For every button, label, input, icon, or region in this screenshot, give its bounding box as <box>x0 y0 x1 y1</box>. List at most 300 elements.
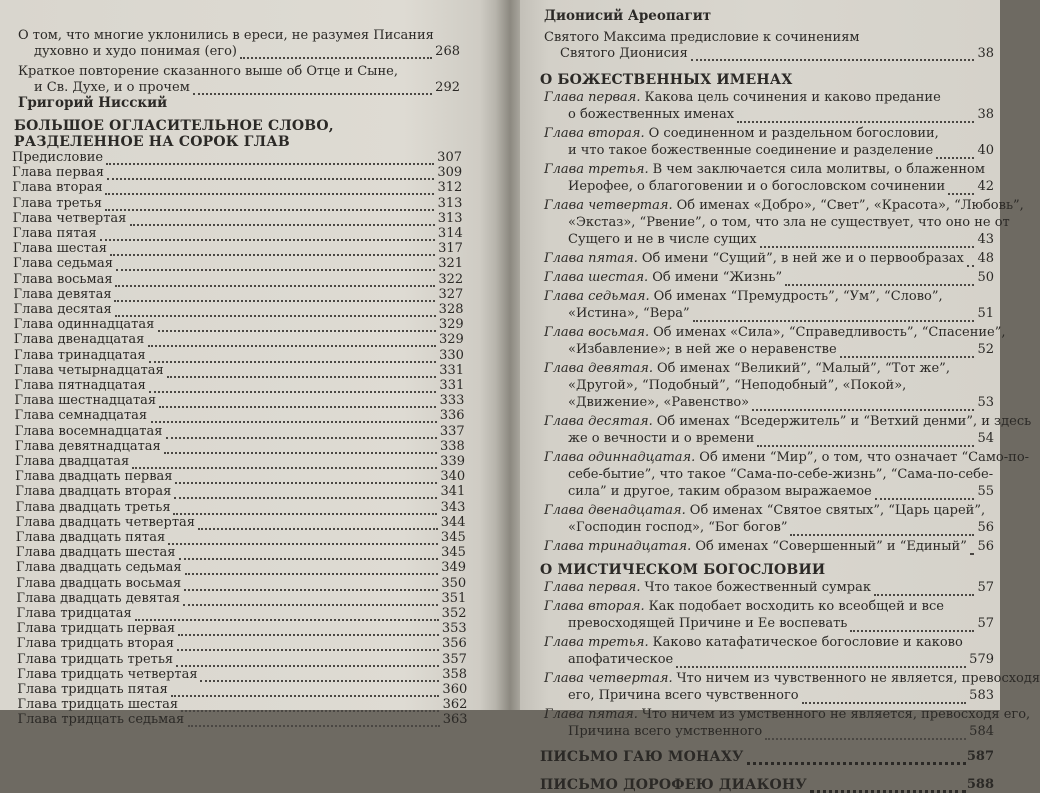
page-number: 349 <box>441 560 467 576</box>
chapter-label: Предисловие <box>12 150 104 165</box>
chapter-title-text: Об именах «Добро», “Свет”, «Красота», “Любовь”, <box>676 198 1024 213</box>
page-number: 352 <box>441 606 467 621</box>
chapter-label: Глава седьмая <box>13 256 113 272</box>
toc-entry <box>13 272 463 288</box>
toc-entry <box>13 241 463 257</box>
dot-leader <box>185 569 438 575</box>
page-number: 313 <box>437 195 463 211</box>
page-number: 330 <box>439 347 464 363</box>
toc-entry-line: «Экстаз», “Рвение”, о том, что зла не существует, что оно не от <box>568 215 1010 230</box>
toc-entry <box>17 621 467 637</box>
chapter-label: Глава вторая. <box>544 126 645 141</box>
toc-entry-line: Иерофее, о благоговении и о богословском сочинении <box>568 179 946 194</box>
chapter-label: Глава двадцать вторая <box>15 484 172 500</box>
dot-leader <box>676 662 966 668</box>
dot-leader <box>181 706 439 712</box>
dot-leader <box>130 220 435 226</box>
dot-leader <box>850 626 974 632</box>
dot-leader <box>200 676 439 682</box>
chapter-title-text: Об именах «Сила», “Справедливость”, “Спасение”, <box>653 325 1006 340</box>
toc-entry <box>14 378 464 394</box>
toc-entry <box>15 408 465 424</box>
toc-entry-line: себе-бытие”, что такое “Сама-по-себе-жизнь”, “Сама-по-себе- <box>568 467 994 482</box>
chapter-title-text: Об именах “Совершенный” и “Единый” <box>695 539 967 554</box>
dot-leader <box>149 357 436 363</box>
dot-leader <box>874 590 974 596</box>
dot-leader <box>100 235 435 241</box>
chapter-label: Глава пятнадцатая <box>14 378 146 393</box>
toc-entry-line: «Движение», «Равенство» <box>568 395 750 410</box>
dot-leader <box>691 55 974 61</box>
page-number: 53 <box>977 395 994 410</box>
dot-leader <box>116 265 435 271</box>
dot-leader <box>757 441 974 447</box>
page-number: 345 <box>440 530 466 545</box>
page-number: 340 <box>440 469 466 485</box>
chapter-label: Глава пятая. <box>544 707 638 722</box>
page-number: 321 <box>438 256 464 272</box>
section-title: О МИСТИЧЕСКОМ БОГОСЛОВИИ <box>540 562 826 578</box>
toc-entry <box>15 454 465 470</box>
dot-leader <box>106 159 434 165</box>
toc-entry-line <box>544 450 1029 466</box>
chapter-label: Глава тридцать первая <box>16 621 176 637</box>
dot-leader <box>936 153 974 159</box>
toc-entry-line: Святого Максима предисловие к сочинениям <box>544 30 860 45</box>
chapter-label: Глава тридцать четвертая <box>17 666 198 682</box>
chapter-label: Глава двадцать шестая <box>15 545 176 561</box>
page-number: 344 <box>440 514 466 530</box>
dot-leader <box>173 509 437 515</box>
toc-entry-line <box>544 251 964 267</box>
dot-leader <box>184 585 438 591</box>
page-number: 584 <box>969 724 994 739</box>
page-number: 54 <box>977 431 994 446</box>
dot-leader <box>171 691 439 697</box>
chapter-label: Глава двенадцатая. <box>544 503 686 518</box>
toc-entry-line: и Св. Духе, и о прочем <box>34 80 190 95</box>
page-number: 40 <box>977 143 994 158</box>
left-page <box>0 0 505 728</box>
chapter-label: Глава двадцать четвертая <box>15 514 195 530</box>
chapter-label: Глава первая <box>12 165 104 181</box>
page-number: 329 <box>438 317 464 333</box>
toc-entry <box>13 287 463 303</box>
chapter-label: Глава десятая. <box>544 414 653 429</box>
page-number: 57 <box>977 580 994 595</box>
toc-entry <box>14 332 464 348</box>
toc-entry <box>14 317 464 333</box>
toc-entry <box>544 671 1040 705</box>
dot-leader <box>737 117 974 123</box>
toc-entry-line <box>544 599 944 615</box>
toc-entry <box>17 667 467 683</box>
page-number: 43 <box>977 232 994 247</box>
chapter-title-text: Об именах “Великий”, “Малый”, “Тот же”, <box>657 361 950 376</box>
chapter-label: Глава тридцать вторая <box>16 636 174 652</box>
dot-leader <box>178 630 439 636</box>
toc-entry-line: «Господин господ», “Бог богов” <box>568 520 788 535</box>
work-title: РАЗДЕЛЕННОЕ НА СОРОК ГЛАВ <box>14 134 290 150</box>
chapter-label: Глава одиннадцатая. <box>544 450 696 465</box>
toc-entry-line <box>544 503 985 519</box>
page-number: 38 <box>977 107 994 122</box>
toc-entry-line <box>544 198 1024 214</box>
toc-entry-line: «Избавление»; в ней же о неравенстве <box>568 342 837 357</box>
dot-leader <box>132 463 437 469</box>
toc-entry <box>18 28 460 60</box>
toc-entry <box>17 697 467 713</box>
toc-entry-line <box>544 270 782 286</box>
page-number: 313 <box>437 210 463 226</box>
dot-leader <box>198 524 438 530</box>
letter-title: ПИСЬМО ГАЮ МОНАХУ <box>540 749 744 765</box>
toc-entry-line: Святого Дионисия <box>560 46 688 61</box>
toc-entry <box>16 530 466 546</box>
toc-entry <box>14 348 464 364</box>
work-title: БОЛЬШОЕ ОГЛАСИТЕЛЬНОЕ СЛОВО, <box>14 118 334 134</box>
page-number: 55 <box>977 484 994 499</box>
dot-leader <box>148 341 436 347</box>
dot-leader <box>747 758 966 765</box>
dot-leader <box>149 387 436 393</box>
toc-entry <box>15 469 465 485</box>
toc-entry-line <box>544 580 871 596</box>
toc-entry <box>544 30 994 62</box>
dot-leader <box>166 433 437 439</box>
page-number: 312 <box>437 180 463 196</box>
toc-entry <box>544 126 994 160</box>
chapter-title-text: Об имени “Жизнь” <box>652 270 783 285</box>
page-number: 350 <box>441 575 467 591</box>
chapter-title-text: Каково катафатическое богословие и каково <box>652 635 963 650</box>
toc-entry <box>16 545 466 561</box>
toc-entry-line <box>544 289 943 305</box>
page-number: 356 <box>441 636 467 652</box>
page-number: 51 <box>977 306 994 321</box>
chapter-label: Глава вторая <box>12 180 103 196</box>
chapter-title-text: Об имени “Мир”, о том, что означает “Само-по- <box>699 450 1030 465</box>
page-number: 57 <box>977 616 994 631</box>
dot-leader <box>765 734 966 740</box>
page-number: 328 <box>438 302 464 317</box>
toc-entry <box>15 500 465 516</box>
toc-entry <box>544 599 994 633</box>
chapter-title-text: Об имени “Сущий”, в ней же и о первообразах <box>641 251 964 266</box>
dot-leader <box>970 549 974 555</box>
page-number: 362 <box>442 697 468 713</box>
chapter-label: Глава первая. <box>544 90 641 105</box>
toc-entry <box>15 484 465 500</box>
page-number: 42 <box>977 179 994 194</box>
toc-entry <box>17 682 467 698</box>
chapter-label: Глава тринадцатая <box>13 347 146 363</box>
toc-entry <box>544 361 994 412</box>
toc-entry <box>15 424 465 440</box>
page-number: 345 <box>441 545 466 561</box>
chapter-label: Глава двадцать первая <box>15 469 173 485</box>
page-number: 579 <box>969 652 994 667</box>
letter-entry <box>540 749 994 765</box>
chapter-label: Глава восьмая. <box>544 325 650 340</box>
page-number: 333 <box>439 393 465 409</box>
chapter-label: Глава тридцать седьмая <box>17 712 185 728</box>
page-number: 587 <box>966 749 994 764</box>
toc-entry-line: его, Причина всего чувственного <box>568 688 799 703</box>
toc-entry-line <box>544 635 963 651</box>
toc-entry <box>18 712 468 728</box>
toc-entry <box>544 414 1032 448</box>
toc-entry <box>544 450 1030 501</box>
dot-leader <box>967 261 974 267</box>
chapter-title-text: В чем заключается сила молитвы, о блаженном <box>652 162 985 177</box>
page-number: 357 <box>442 651 467 667</box>
page-number: 583 <box>969 688 994 703</box>
chapter-title-text: Об именах “Вседержитель” и “Ветхий денми”, и здесь <box>656 414 1032 429</box>
toc-entry-line: «Истина», “Вера” <box>568 306 690 321</box>
dot-leader <box>114 296 435 302</box>
chapter-label: Глава шестнадцатая <box>14 393 157 409</box>
section-title: О БОЖЕСТВЕННЫХ ИМЕНАХ <box>540 72 793 88</box>
page-number: 307 <box>437 150 462 165</box>
page-number: 52 <box>977 342 994 357</box>
chapter-label: Глава третья <box>12 195 102 211</box>
toc-entry <box>544 325 1006 359</box>
chapter-label: Глава третья. <box>544 635 649 650</box>
page-number: 327 <box>438 286 464 302</box>
chapter-label: Глава вторая. <box>544 599 645 614</box>
page-number: 337 <box>439 423 465 439</box>
chapter-label: Глава двадцатая <box>15 454 130 469</box>
page-number: 341 <box>440 484 466 500</box>
chapter-title-text: Об именах “Премудрость”, “Ум”, “Слово”, <box>653 289 943 304</box>
page-number: 351 <box>441 590 467 606</box>
chapter-label: Глава двадцать третья <box>15 499 171 515</box>
chapter-label: Глава тринадцатая. <box>544 539 692 554</box>
page-number: 338 <box>440 438 465 454</box>
chapter-label: Глава первая. <box>544 580 641 595</box>
dot-leader <box>693 316 974 322</box>
chapter-label: Глава пятая. <box>544 251 638 266</box>
page-number: 343 <box>440 499 466 515</box>
letter-entry <box>540 777 994 793</box>
dot-leader <box>115 311 436 317</box>
dot-leader <box>167 372 436 378</box>
toc-entry-line <box>544 707 1030 723</box>
toc-entry <box>15 439 465 455</box>
chapter-label: Глава двадцать пятая <box>15 530 166 545</box>
page-number: 329 <box>438 332 464 348</box>
chapter-label: Глава девятая. <box>544 361 654 376</box>
dot-leader <box>752 405 974 411</box>
dot-leader <box>193 89 432 95</box>
chapter-title-text: Что такое божественный сумрак <box>644 580 871 595</box>
toc-entry <box>544 707 1031 741</box>
dot-leader <box>168 539 438 545</box>
toc-entry-line: сила” и другое, таким образом выражаемое <box>568 484 872 499</box>
toc-entry-line: О том, что многие уклонились в ереси, не разумея Писания <box>18 28 434 43</box>
toc-entry-line <box>544 90 941 106</box>
dot-leader <box>174 493 437 499</box>
dot-leader <box>840 352 974 358</box>
page-number: 336 <box>439 408 465 424</box>
toc-entry <box>14 302 464 318</box>
page-number: 360 <box>442 682 468 697</box>
page-number: 322 <box>438 271 464 287</box>
right-page <box>520 0 1040 793</box>
toc-entry-line <box>544 126 939 142</box>
page-number: 339 <box>440 454 465 469</box>
page-number: 38 <box>977 46 994 61</box>
toc-entry <box>13 226 463 242</box>
chapter-label: Глава одиннадцатая <box>13 317 155 333</box>
dot-leader <box>188 721 440 727</box>
toc-entry-line <box>544 414 1031 430</box>
page-number: 358 <box>442 666 468 682</box>
dot-leader <box>105 189 434 195</box>
toc-entry-line <box>544 539 967 555</box>
page-number: 56 <box>977 539 994 554</box>
dot-leader <box>151 417 437 423</box>
chapter-label: Глава десятая <box>13 302 112 317</box>
toc-entry <box>12 196 462 212</box>
chapter-title-text: Что ничем из умственного не является, превосходя его, <box>641 707 1031 722</box>
chapter-label: Глава девятнадцатая <box>14 438 161 454</box>
toc-entry-line <box>544 162 985 178</box>
page-number: 48 <box>977 251 994 266</box>
page-number: 363 <box>442 712 468 728</box>
page-number: 309 <box>437 165 463 181</box>
toc-entry-line: «Другой», “Подобный”, “Неподобный”, «Покой», <box>568 378 907 393</box>
author-name: Дионисий Ареопагит <box>544 8 712 24</box>
toc-entry <box>16 591 466 607</box>
toc-entry <box>17 636 467 652</box>
dot-leader <box>785 280 974 286</box>
dot-leader <box>105 205 434 211</box>
toc-entry <box>544 251 994 268</box>
chapter-title-text: Что ничем из чувственного не является, превосходя <box>676 671 1040 686</box>
chapter-title-text: Какова цель сочинения и каково предание <box>644 90 941 105</box>
chapter-label: Глава тридцать пятая <box>17 682 168 697</box>
chapter-label: Глава шестая <box>12 241 107 257</box>
page-number: 292 <box>435 80 460 95</box>
toc-entry <box>12 150 462 166</box>
toc-entry-line: духовно и худо понимая (его) <box>34 44 237 59</box>
dot-leader <box>135 615 439 621</box>
page-number: 50 <box>977 270 994 285</box>
chapter-label: Глава шестая. <box>544 270 649 285</box>
toc-entry <box>544 90 994 124</box>
dot-leader <box>159 402 436 408</box>
dot-leader <box>179 554 438 560</box>
page-number: 353 <box>441 621 467 637</box>
toc-entry <box>14 393 464 409</box>
dot-leader <box>760 242 974 248</box>
chapter-title-text: О соединенном и раздельном богословии, <box>648 126 939 141</box>
chapter-label: Глава седьмая. <box>544 289 650 304</box>
toc-entry <box>544 503 994 537</box>
chapter-label: Глава двадцать восьмая <box>16 575 182 591</box>
author-name: Григорий Нисский <box>18 95 168 111</box>
letter-title: ПИСЬМО ДОРОФЕЮ ДИАКОНУ <box>540 777 807 793</box>
toc-entry <box>544 635 994 669</box>
toc-entry <box>16 515 466 531</box>
toc-entry <box>12 165 462 181</box>
chapter-label: Глава двадцать девятая <box>16 590 181 606</box>
toc-entry-line <box>544 361 950 377</box>
page-number: 317 <box>438 241 463 257</box>
toc-entry <box>14 363 464 379</box>
chapter-label: Глава пятая <box>12 226 97 241</box>
dot-leader <box>802 698 966 704</box>
chapter-label: Глава четвертая. <box>544 198 673 213</box>
toc-entry <box>544 289 994 323</box>
toc-entry-line <box>544 671 1040 687</box>
dot-leader <box>176 661 439 667</box>
chapter-label: Глава тридцать третья <box>16 651 174 667</box>
page-number: 268 <box>435 44 460 59</box>
chapter-title-text: Как подобает восходить ко всеобщей и все <box>648 599 944 614</box>
page-number: 588 <box>966 777 994 792</box>
chapter-label: Глава третья. <box>544 162 649 177</box>
chapter-label: Глава четвертая <box>12 210 127 226</box>
dot-leader <box>240 53 432 59</box>
page-number: 314 <box>437 226 463 241</box>
page-number: 331 <box>439 378 465 393</box>
toc-entry <box>17 652 467 668</box>
toc-entry-line: Сущего и не в числе сущих <box>568 232 757 247</box>
toc-entry <box>18 64 460 96</box>
toc-entry-line: Краткое повторение сказанного выше об Отце и Сыне, <box>18 64 399 79</box>
dot-leader <box>107 174 434 180</box>
toc-entry-line: о божественных именах <box>568 107 735 122</box>
chapter-label: Глава восьмая <box>13 271 113 287</box>
toc-entry-line: апофатическое <box>568 652 674 667</box>
toc-entry <box>13 256 463 272</box>
dot-leader <box>948 189 974 195</box>
toc-entry <box>544 198 1024 249</box>
dot-leader <box>110 250 435 256</box>
toc-entry-line: Причина всего умственного <box>568 724 763 739</box>
dot-leader <box>115 281 435 287</box>
dot-leader <box>790 530 974 536</box>
chapter-label: Глава тридцать шестая <box>17 697 179 713</box>
toc-entry <box>16 576 466 592</box>
dot-leader <box>810 786 966 793</box>
toc-entry <box>544 580 994 597</box>
toc-entry <box>17 606 467 622</box>
dot-leader <box>158 326 436 332</box>
toc-entry <box>544 162 994 196</box>
toc-entry <box>16 560 466 576</box>
chapter-label: Глава тридцатая <box>16 606 132 621</box>
toc-entry <box>544 539 994 556</box>
toc-entry-line <box>544 325 1006 341</box>
chapter-label: Глава семнадцатая <box>14 408 148 424</box>
page-number: 56 <box>977 520 994 535</box>
chapter-label: Глава четырнадцатая <box>14 362 164 378</box>
dot-leader <box>183 600 438 606</box>
chapter-label: Глава четвертая. <box>544 671 673 686</box>
dot-leader <box>175 478 437 484</box>
chapter-label: Глава двенадцатая <box>13 332 145 348</box>
dot-leader <box>177 645 439 651</box>
toc-entry-line: и что такое божественные соединение и разделение <box>568 143 934 158</box>
dot-leader <box>164 448 437 454</box>
dot-leader <box>875 494 974 500</box>
toc-entry <box>13 211 463 227</box>
toc-entry-line: превосходящей Причине и Ее воспевать <box>568 616 848 631</box>
